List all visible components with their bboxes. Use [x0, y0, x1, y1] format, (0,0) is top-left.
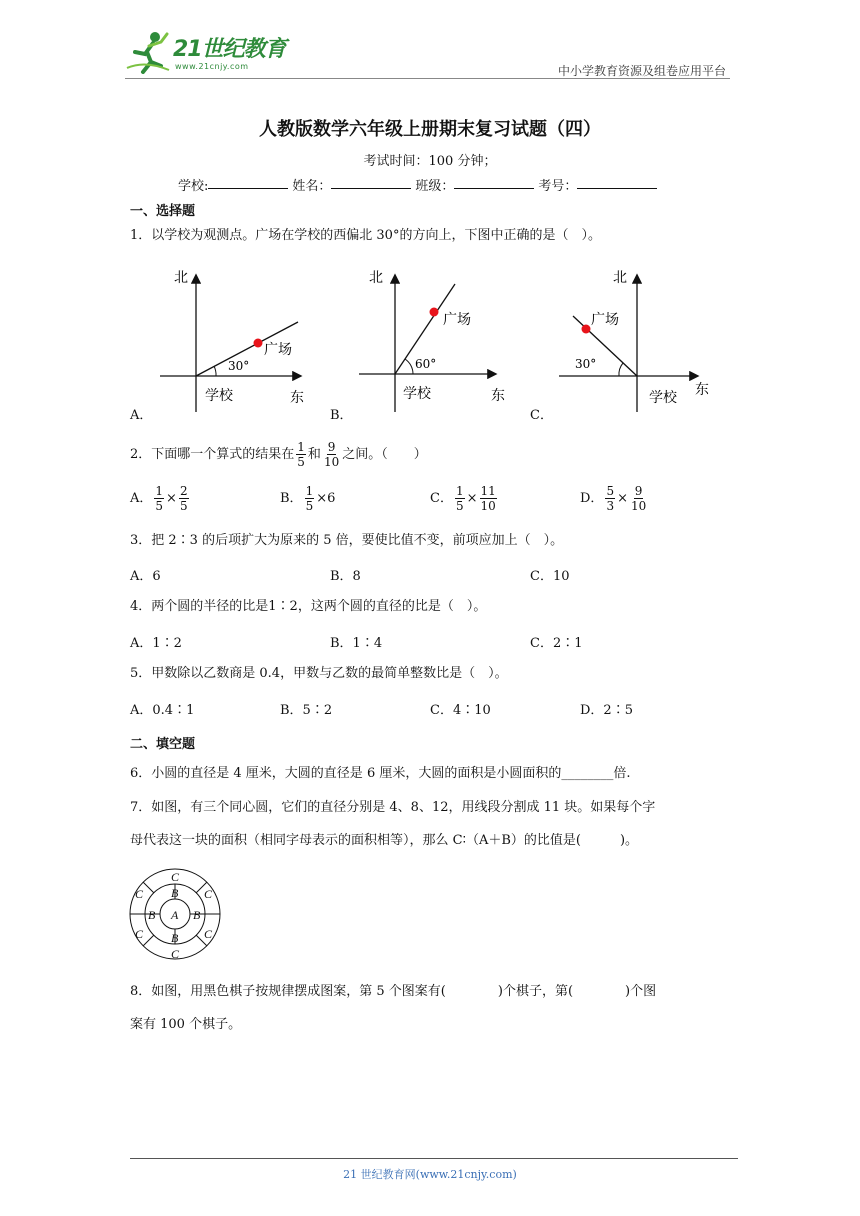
q4-option-b[interactable]: B．1∶4	[330, 636, 383, 651]
square-dot	[254, 339, 263, 348]
student-info-row	[178, 175, 661, 194]
region-b-label: B	[171, 886, 179, 900]
region-c-label: C	[204, 927, 213, 941]
q3-option-a[interactable]: A．6	[130, 569, 161, 584]
q5-option-d[interactable]: D．2∶5	[580, 703, 633, 718]
question-2: 2．下面哪一个算式的结果在 $\frac{1}{5}$ 和 $\frac{9}{10}$ 之间。（ ）	[130, 440, 427, 469]
square-label: 广场	[591, 312, 619, 328]
question-4: 4．两个圆的半径的比是1∶2，这两个圆的直径的比是（ ）。	[130, 599, 487, 614]
region-c-label: C	[171, 947, 180, 961]
north-label: 北	[369, 270, 383, 286]
region-c-label: C	[171, 870, 180, 884]
logo-text: 21世纪教育	[173, 37, 286, 62]
region-b-label: B	[193, 908, 201, 922]
q1-figure-c	[555, 262, 725, 422]
square-label: 广场	[264, 342, 292, 358]
square-dot	[582, 325, 591, 334]
school-label: 学校:	[178, 179, 209, 194]
square-label: 广场	[443, 312, 471, 328]
section-fill-title: 二、填空题	[130, 737, 196, 752]
q4-option-a[interactable]: A．1∶2	[130, 636, 182, 651]
q2-option-a[interactable]: A． $\frac{1}{5}$ × $\frac{2}{5}$	[130, 484, 188, 513]
q4-option-c[interactable]: C．2∶1	[530, 636, 583, 651]
q5-option-c[interactable]: C．4∶10	[430, 703, 491, 718]
region-c-label: C	[135, 887, 144, 901]
question-6: 6．小圆的直径是 4 厘米，大圆的直径是 6 厘米，大圆的面积是小圆面积的________倍.	[130, 766, 631, 781]
school-field[interactable]	[208, 175, 288, 189]
number-label: 考号：	[538, 179, 578, 194]
region-a-label: A	[171, 908, 179, 922]
runner-logo-icon	[125, 30, 171, 74]
region-c-label: C	[135, 927, 144, 941]
question-8-line-2: 案有 100 个棋子。	[130, 1017, 242, 1032]
number-field[interactable]	[577, 175, 657, 189]
name-field[interactable]	[331, 175, 411, 189]
page-title: 人教版数学六年级上册期末复习试题（四）	[259, 119, 601, 140]
q5-option-b[interactable]: B．5∶2	[280, 703, 333, 718]
q3-option-c[interactable]: C．10	[530, 569, 570, 584]
footer-link[interactable]: 21 世纪教育网(www.21cnjy.com)	[343, 1168, 517, 1181]
east-label: 东	[491, 388, 505, 404]
question-8-line-1: 8．如图，用黑色棋子按规律摆成图案，第 5 个图案有( )个棋子，第( )个图	[130, 984, 657, 999]
east-label: 东	[695, 382, 709, 398]
fraction: $\frac{9}{10}$	[323, 440, 340, 469]
school-label: 学校	[205, 388, 233, 404]
footer-divider	[130, 1158, 738, 1159]
q2-option-c[interactable]: C． $\frac{1}{5}$ × $\frac{11}{10}$	[430, 484, 496, 513]
angle-label: 60°	[415, 357, 437, 371]
q3-option-b[interactable]: B．8	[330, 569, 361, 584]
q1-option-c[interactable]: C．	[530, 408, 553, 423]
q2-option-d[interactable]: D． $\frac{5}{3}$ × $\frac{9}{10}$	[580, 484, 647, 513]
class-field[interactable]	[454, 175, 534, 189]
north-label: 北	[174, 270, 188, 286]
school-label: 学校	[403, 386, 431, 402]
header-divider	[125, 78, 730, 79]
region-c-label: C	[204, 887, 213, 901]
north-label: 北	[613, 270, 627, 286]
q1-figure-b	[355, 262, 525, 422]
page-header	[125, 28, 730, 78]
region-b-label: B	[171, 931, 179, 945]
logo-url: www.21cnjy.com	[175, 62, 249, 71]
concentric-circles-figure	[127, 868, 225, 962]
logo	[125, 28, 295, 76]
question-1: 1．以学校为观测点。广场在学校的西偏北 30°的方向上，下图中正确的是（ ）。	[130, 228, 601, 243]
region-b-label: B	[148, 908, 156, 922]
square-dot	[430, 308, 439, 317]
q1-option-b[interactable]: B．	[330, 408, 353, 423]
q1-option-a[interactable]: A．	[130, 408, 153, 423]
q5-option-a[interactable]: A．0.4∶1	[130, 703, 195, 718]
exam-time: 考试时间：100 分钟；	[363, 154, 497, 169]
section-choice-title: 一、选择题	[130, 204, 196, 219]
platform-name: 中小学教育资源及组卷应用平台	[557, 64, 726, 78]
question-3: 3．把 2∶3 的后项扩大为原来的 5 倍，要使比值不变，前项应加上（ ）。	[130, 533, 564, 548]
school-label: 学校	[649, 390, 677, 406]
angle-label: 30°	[228, 359, 250, 373]
class-label: 班级：	[415, 179, 455, 194]
question-5: 5．甲数除以乙数商是 0.4，甲数与乙数的最简单整数比是（ ）。	[130, 666, 508, 681]
angle-label: 30°	[575, 357, 597, 371]
question-7-line-2: 母代表这一块的面积（相同字母表示的面积相等），那么 C∶（A＋B）的比值是( )。	[130, 833, 639, 848]
question-7-line-1: 7．如图，有三个同心圆，它们的直径分别是 4、8、12，用线段分割成 11 块。如果每个字	[130, 800, 656, 815]
fraction: $\frac{1}{5}$	[297, 440, 305, 469]
name-label: 姓名：	[292, 179, 332, 194]
east-label: 东	[290, 390, 304, 406]
q2-option-b[interactable]: B． $\frac{1}{5}$ ×6	[280, 484, 336, 513]
q1-figure-a	[150, 262, 320, 422]
